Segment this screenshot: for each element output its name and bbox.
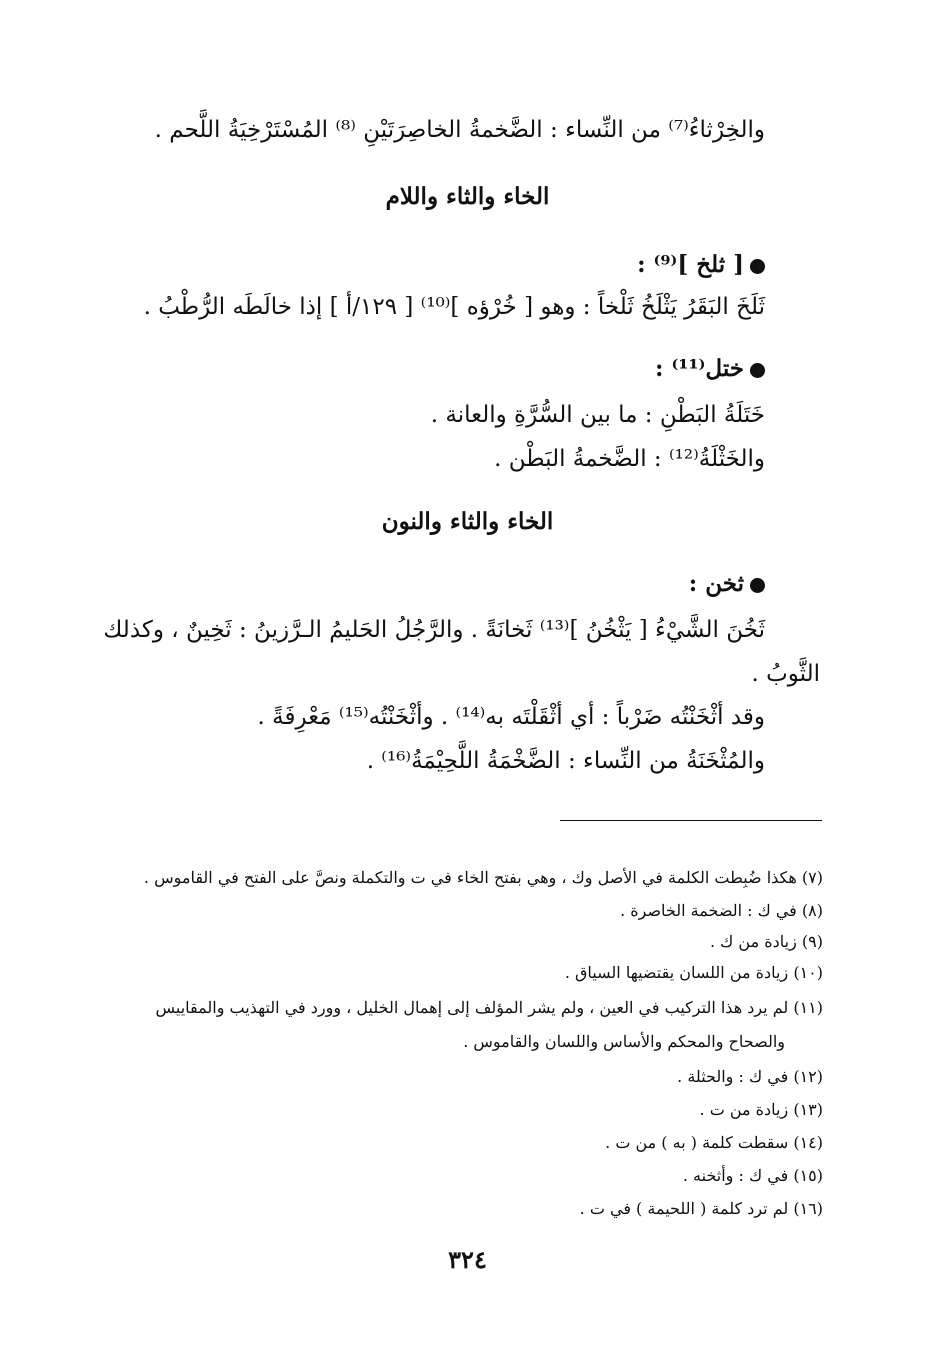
bullet-icon <box>750 259 765 274</box>
footnote: (١٤) سقطت كلمة ( به ) من ت . <box>605 1133 823 1152</box>
footnote-continuation: والصحاح والمحكم والأساس واللسان والقاموس . <box>463 1032 785 1051</box>
entry-line: خَتَلَةُ البَطْنِ : ما بين السُّرَّةِ والعانة . <box>430 402 765 428</box>
bullet-icon <box>750 578 765 593</box>
footnote: (١٥) في ك : وأثخنه . <box>682 1166 823 1185</box>
section-title-kha-tha-nun: الخاء والثاء والنون <box>381 508 554 535</box>
entry-line: ثَلَخَ البَقَرُ يَثْلَخُ ثَلْخاً : وهو [ خُرْؤه ]⁽¹⁰⁾ [ ١٢٩/أ ] إذا خالَطَه الرُّطْبُ . <box>143 294 765 320</box>
entry-headword: [ ثلخ ]⁽⁹⁾ : <box>637 251 744 278</box>
footnote: (١٠) زيادة من اللسان يقتضيها السياق . <box>564 963 823 982</box>
footnote: (١٢) في ك : والحثلة . <box>677 1067 823 1086</box>
bullet-icon <box>750 363 765 378</box>
entry-headword: ثخن : <box>688 570 744 597</box>
entry-line: والخَثْلَةُ⁽¹²⁾ : الضَّخمةُ البَطْن . <box>494 446 765 472</box>
entry-line: الثَّوبُ . <box>751 661 820 687</box>
section-title-kha-tha-lam: الخاء والثاء واللام <box>385 183 550 210</box>
footnote-separator <box>560 820 822 821</box>
entry-head-thalakha <box>637 248 765 282</box>
entry-head-khatala <box>655 352 765 386</box>
page-number: ٣٢٤ <box>448 1245 487 1274</box>
footnote: (٩) زيادة من ك . <box>709 932 823 951</box>
entry-line: والمُثْخَنَةُ من النِّساء : الضَّخْمَةُ اللَّحِيْمَةُ⁽¹⁶⁾ . <box>366 748 765 774</box>
entry-line: ثَخُنَ الشَّيْءُ [ يَثْخُنُ ]⁽¹³⁾ ثَخانَةً . والرَّجُلُ الحَليمُ الـرَّزينُ : ثَخِينٌ ، وكذلك <box>103 617 765 643</box>
intro-line: والخِرْثاءُ⁽⁷⁾ من النِّساء : الضَّخمةُ الخاصِرَتَيْنِ ⁽⁸⁾ المُسْتَرْخِيَةُ اللَّحم . <box>154 117 765 143</box>
footnote: (٧) هكذا ضُبِطت الكلمة في الأصل وك ، وهي بفتح الخاء في ت والتكملة ونصَّ على الفتح في القاموس . <box>143 868 823 887</box>
entry-headword: ختل⁽¹¹⁾ : <box>655 355 744 382</box>
footnote: (٨) في ك : الضخمة الخاصرة . <box>620 901 823 920</box>
entry-line: وقد أثْخَنْتُه ضَرْباً : أي أثْقَلْتَه به⁽¹⁴⁾ . وأثْخَنْتُه⁽¹⁵⁾ مَعْرِفَةً . <box>257 704 765 730</box>
footnote: (١٣) زيادة من ت . <box>699 1100 823 1119</box>
footnote: (١٦) لم ترد كلمة ( اللحيمة ) في ت . <box>579 1199 823 1218</box>
entry-head-thakhuna <box>689 567 765 601</box>
footnote: (١١) لم يرد هذا التركيب في العين ، ولم يشر المؤلف إلى إهمال الخليل ، وورد في التهذيب والمقاييس <box>155 998 823 1017</box>
